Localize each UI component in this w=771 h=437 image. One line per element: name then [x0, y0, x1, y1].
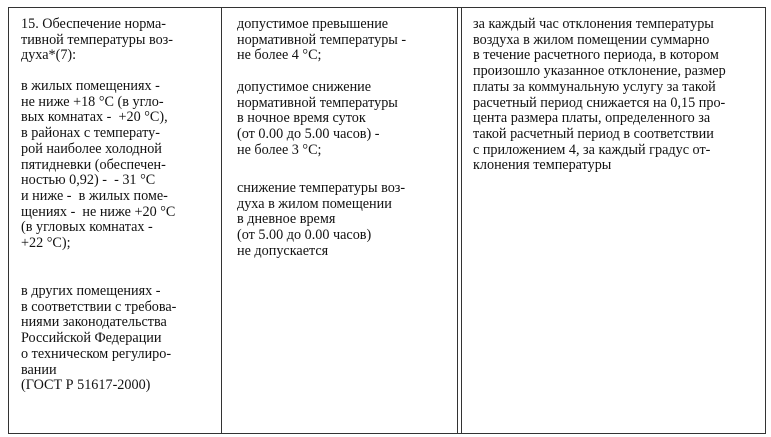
payment-reduction-text: за каждый час отклонения температуры воздуха в жилом помещении суммарно в течение расчетного периода, в котором произошло указанное отклонение, размер платы за коммунальную услугу за такой расчетный период снижается на 0,15 про- цента размера платы, определенного за такой расчетный период в соответствии с приложением 4, за каждый градус от- клонения температуры	[473, 16, 726, 174]
payment-column	[461, 8, 765, 433]
night-decrease-text: допустимое снижение нормативной температуры в ночное время суток (от 0.00 до 5.00 часов) - не более 3 °С;	[237, 79, 398, 158]
requirement-title: 15. Обеспечение норма- тивной температуры воз- духа*(7):	[21, 16, 174, 64]
deviation-column	[221, 8, 457, 433]
other-premises-requirement: в других помещениях - в соответствии с требова- ниями законодательства Российской Федерации о техническом регулиро- вании (ГОСТ Р 51617-2000)	[21, 283, 177, 394]
residential-requirement: в жилых помещениях - не ниже +18 °С (в угло- вых комнатах - +20 °С), в районах с температу- рой наиболее холодной пятидневки (обеспечен- ностью 0,92) - - 31 °С и ниже - в жилых поме- щениях - не ниже +20 °С (в угловых комнатах - +22 °С);	[21, 78, 176, 252]
allowed-excess-text: допустимое превышение нормативной температуры - не более 4 °С;	[237, 16, 407, 64]
day-decrease-text: снижение температуры воз- духа в жилом помещении в дневное время (от 5.00 до 0.00 часов) не допускается	[237, 180, 406, 259]
requirement-column	[9, 8, 221, 433]
requirements-table	[8, 7, 766, 434]
